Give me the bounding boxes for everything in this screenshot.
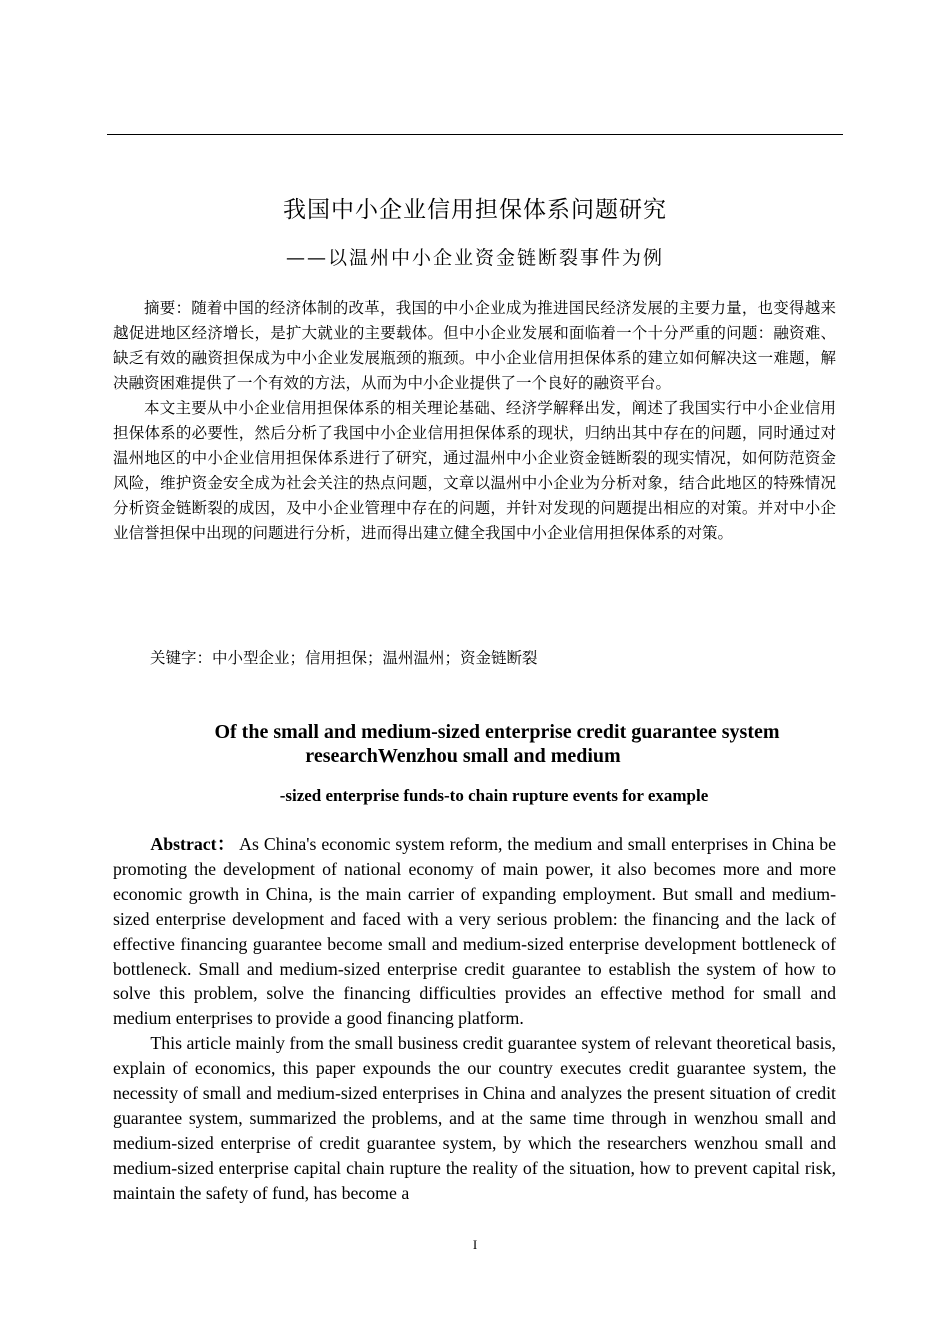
chinese-keywords	[150, 647, 538, 669]
english-title-line: Of the small and medium-sized enterprise credit guarantee system	[214, 721, 780, 743]
chinese-keywords-text: 中小型企业；信用担保；温州温州；资金链断裂	[212, 649, 538, 667]
chinese-abstract-paragraph	[113, 296, 836, 396]
chinese-title: 我国中小企业信用担保体系问题研究	[283, 197, 667, 223]
english-abstract-paragraph: This article mainly from the small business credit guarantee system of relevant theoretical basis, explain of economics, this paper expounds the our country executes credit guarantee system, the necessity of small and medium-sized enterprises in China and analyzes the present situation of credit guarantee system, summarized the problems, and at the same time through in wenzhou small and medium-sized enterprise of credit guarantee system, by which the researchers wenzhou small and medium-sized enterprise capital chain rupture the reality of the situation, how to prevent capital risk, maintain the safety of fund, has become a	[113, 1033, 836, 1203]
header-rule	[107, 134, 843, 135]
chinese-abstract-paragraph: 本文主要从中小企业信用担保体系的相关理论基础、经济学解释出发，阐述了我国实行中小企业信用担保体系的必要性，然后分析了我国中小企业信用担保体系的现状，归纳出其中存在的问题，同时通过对温州地区的中小企业信用担保体系进行了研究，通过温州中小企业资金链断裂的现实情况，如何防范资金风险，维护资金安全成为社会关注的热点问题，文章以温州中小企业为分析对象，结合此地区的特殊情况分析资金链断裂的成因，及中小企业管理中存在的问题，并针对发现的问题提出相应的对策。并对中小企业信誉担保中出现的问题进行分析，进而得出建立健全我国中小企业信用担保体系的对策。	[113, 399, 836, 542]
english-abstract-label: Abstract：	[150, 834, 236, 854]
page-number: I	[472, 1237, 478, 1252]
english-abstract-paragraph	[113, 832, 836, 1031]
chinese-abstract-text: 随着中国的经济体制的改革，我国的中小企业成为推进国民经济发展的主要力量，也变得越来越促进地区经济增长，是扩大就业的主要载体。但中小企业发展和面临着一个十分严重的问题：融资难、缺乏有效的融资担保成为中小企业发展瓶颈的瓶颈。中小企业信用担保体系的建立如何解决这一难题，解决融资困难提供了一个有效的方法，从而为中小企业提供了一个良好的融资平台。	[113, 299, 836, 392]
english-subtitle: -sized enterprise funds-to chain rupture events for example	[279, 786, 709, 805]
chinese-abstract	[113, 296, 836, 546]
english-abstract	[113, 832, 836, 1206]
chinese-abstract-label: 摘要：	[144, 299, 192, 317]
chinese-subtitle: ——以温州中小企业资金链断裂事件为例	[285, 247, 664, 269]
chinese-keywords-label: 关键字：	[150, 649, 213, 667]
english-abstract-text: As China's economic system reform, the medium and small enterprises in China be promoting the development of national economy of main power, it also becomes more and more economic growth in China, is the main carrier of expanding employment. But small and medium-sized enterprise development and faced with a very serious problem: the financing and the lack of effective financing guarantee become small and medium-sized enterprise development bottleneck of bottleneck. Small and medium-sized enterprise credit guarantee to establish the system of how to solve this problem, solve the financing difficulties provides an effective method for small and medium enterprises to provide a good financing platform.	[113, 834, 836, 1029]
english-title	[0, 720, 950, 768]
english-title-line: researchWenzhou small and medium	[305, 745, 621, 767]
